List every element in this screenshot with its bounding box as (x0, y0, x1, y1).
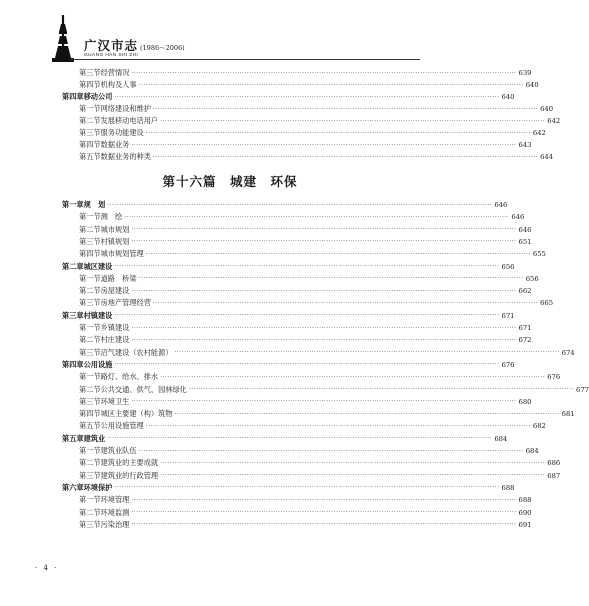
dot-leader: ································································································································································ (131, 509, 517, 516)
toc-entry-title: 公用设施管理 (100, 421, 144, 431)
toc-entry-label: 第一章 (62, 200, 84, 209)
toc-entry-title: 建筑业队伍 (100, 446, 137, 455)
toc-section-entry (79, 151, 554, 163)
toc-section-entry (79, 79, 539, 91)
toc-chapter-entry (62, 482, 515, 494)
book-years: (1986～2006) (140, 44, 185, 52)
toc-entry-label: 第一节 (79, 104, 101, 113)
toc-entry-title: 城区建设 (83, 261, 113, 271)
toc-section-entry (79, 224, 532, 236)
dot-leader: ································································································································································ (131, 226, 517, 234)
toc-entry-label: 第三节 (79, 519, 101, 529)
toc-entry-label: 第四节 (79, 140, 101, 149)
dot-leader: ································································································································································ (145, 422, 531, 430)
toc-section-entry (79, 127, 546, 139)
toc-entry-label: 第一节 (79, 273, 101, 283)
toc-entry-page: 676 (547, 373, 561, 382)
toc-entry-label: 第五节 (79, 421, 101, 431)
toc-section-entry (79, 67, 532, 79)
toc-entry-label: 第三节 (79, 347, 101, 357)
toc-entry-title: 村庄建设 (100, 335, 130, 345)
dot-leader: ································································································································································ (152, 299, 539, 307)
part-title: 第十六篇 城建 环保 (162, 174, 298, 189)
toc-section-entry (79, 322, 532, 334)
toc-entry-label: 第一节 (79, 323, 101, 332)
toc-entry-label: 第二节 (79, 335, 101, 345)
toc-entry-page: 687 (547, 471, 561, 480)
dot-leader: ································································································································································ (131, 287, 517, 295)
toc-entry-label: 第一节 (79, 372, 101, 382)
toc-entry-page: 642 (532, 129, 546, 137)
toc-section-entry (79, 371, 561, 383)
toc-entry-title: 网络建设和维护 (100, 104, 151, 113)
toc-entry-title: 机构及人事 (100, 80, 137, 89)
toc-entry-title: 房屋建设 (100, 286, 130, 296)
toc-section-entry (79, 115, 561, 127)
toc-chapter-entry (62, 91, 515, 103)
toc-entry-label: 第六章 (62, 482, 84, 492)
toc-entry-page: 686 (547, 459, 561, 468)
toc-entry-title: 城市规划管理 (100, 249, 144, 259)
toc-section-entry (79, 211, 525, 223)
dot-leader: ································································································································································ (145, 250, 531, 258)
toc-entry-title: 经营情况 (100, 68, 130, 77)
toc-entry-label: 第四章 (62, 359, 84, 369)
toc-entry-label: 第二节 (79, 116, 101, 125)
toc-entry-page: 691 (518, 520, 532, 529)
dot-leader: ································································································································································ (174, 349, 560, 357)
toc-entry-page: 655 (532, 250, 546, 259)
toc-section-entry (79, 285, 532, 297)
toc-entry-label: 第四节 (79, 80, 101, 89)
dot-leader: ································································································································································ (160, 472, 546, 480)
toc-section-entry (79, 103, 554, 115)
toc-entry-title: 道路 桥梁 (100, 273, 137, 283)
toc-entry-title: 路灯、给水、排水 (100, 372, 159, 382)
toc-section-entry (79, 297, 554, 309)
toc-entry-page: 639 (518, 69, 532, 77)
toc-entry-title: 环境卫生 (100, 396, 130, 406)
toc-entry-title: 乡镇建设 (100, 323, 130, 332)
toc-entry-page: 672 (518, 336, 532, 345)
toc-entry-label: 第二节 (79, 458, 101, 468)
toc-entry-title: 数据业务 (100, 140, 130, 149)
dot-leader: ································································································································································ (160, 373, 546, 381)
toc-entry-page: 656 (525, 274, 539, 283)
dot-leader: ································································································································································ (152, 105, 539, 113)
toc-entry-page: 642 (547, 117, 561, 125)
toc-section-entry (79, 519, 532, 531)
toc-section-entry (79, 507, 532, 519)
toc-entry-label: 第四章 (62, 92, 84, 101)
dot-leader: ································································································································································ (174, 410, 560, 418)
toc-entry-page: 680 (518, 397, 532, 406)
toc-entry-page: 640 (501, 93, 515, 101)
toc-entry-label: 第四节 (79, 249, 101, 259)
toc-entry-page: 684 (494, 434, 508, 443)
toc-section-entry (79, 273, 539, 285)
toc-section-entry (79, 420, 546, 432)
toc-entry-label: 第三节 (79, 236, 101, 246)
toc-entry-page: 644 (540, 153, 554, 161)
toc-entry-page: 640 (525, 81, 539, 89)
dot-leader: ································································································································································ (107, 435, 493, 443)
dot-leader: ································································································································································ (114, 361, 500, 369)
toc-entry-page: 688 (501, 483, 515, 492)
toc-entry-page: 646 (518, 225, 532, 234)
dot-leader: ································································································································································ (160, 459, 546, 467)
dot-leader: ································································································································································ (131, 141, 517, 149)
toc-entry-label: 第二节 (79, 507, 101, 517)
toc-entry-page: 640 (540, 105, 554, 113)
toc-chapter-entry (62, 433, 508, 445)
dot-leader: ································································································································································ (131, 521, 517, 529)
toc-entry-label: 第三节 (79, 68, 101, 77)
toc-entry-title: 发展移动电话用户 (100, 116, 159, 125)
toc-entry-page: 643 (518, 141, 532, 149)
dot-leader: ································································································································································ (131, 336, 517, 344)
toc-entry-page: 656 (501, 262, 515, 271)
toc-section-entry (79, 457, 561, 469)
toc-section-entry (79, 396, 532, 408)
toc-entry-label: 第三章 (62, 310, 84, 320)
toc-chapter-entry (62, 359, 515, 371)
toc-chapter-entry (62, 310, 515, 322)
dot-leader: ································································································································································ (131, 324, 517, 332)
toc-entry-title: 数据业务的种类 (100, 152, 151, 161)
toc-section-entry (79, 139, 532, 151)
toc-section-entry (79, 408, 575, 420)
toc-entry-label: 第一节 (79, 212, 101, 222)
dot-leader: ································································································································································ (138, 275, 524, 283)
toc-section-entry (79, 334, 532, 346)
toc-section-entry (79, 384, 589, 396)
toc-entry-page: 674 (561, 348, 575, 357)
toc-entry-label: 第三节 (79, 396, 101, 406)
toc-section-entry (79, 470, 561, 482)
toc-entry-title: 建筑业 (83, 433, 106, 443)
toc-entry-title: 规 划 (83, 200, 106, 209)
toc-entry-label: 第三节 (79, 470, 101, 480)
toc-entry-title: 建筑业的主要成就 (100, 458, 159, 468)
toc-entry-page: 646 (511, 213, 525, 222)
dot-leader: ································································································································································ (138, 81, 524, 89)
toc-section-entry (79, 248, 546, 260)
toc-entry-page: 677 (576, 385, 589, 394)
toc-entry-label: 第二节 (79, 224, 101, 234)
dot-leader: ································································································································································ (131, 69, 517, 77)
toc-entry-title: 房地产管理经营 (100, 298, 151, 308)
toc-entry-label: 第四节 (79, 409, 101, 419)
toc-entry-title: 公用设施 (83, 359, 113, 369)
dot-leader: ································································································································································ (114, 93, 500, 101)
toc-entry-title: 测 绘 (100, 212, 123, 222)
toc-chapter-entry (62, 261, 515, 273)
toc-entry-title: 服务功能建设 (100, 128, 144, 137)
toc-entry-page: 690 (518, 508, 532, 517)
toc-entry-label: 第二节 (79, 384, 101, 394)
dot-leader: ································································································································································ (145, 129, 531, 137)
toc-entry-title: 城市规划 (100, 224, 130, 234)
toc-entry-label: 第五节 (79, 152, 101, 161)
toc-entry-title: 沼气建设（农村能源） (100, 347, 173, 357)
toc-entry-title: 城区主要建（构）筑物 (100, 409, 173, 419)
toc-entry-label: 第二节 (79, 286, 101, 296)
page-number: · 4 · (35, 564, 59, 572)
toc-entry-label: 第三节 (79, 298, 101, 308)
dot-leader: ································································································································································ (114, 484, 500, 492)
toc-entry-label: 第五章 (62, 433, 84, 443)
dot-leader: ································································································································································ (138, 447, 524, 455)
toc-entry-title: 环境监测 (100, 507, 130, 517)
toc-entry-title: 村镇规划 (100, 236, 130, 246)
toc-entry-title: 村镇建设 (83, 310, 113, 320)
dot-leader: ································································································································································ (107, 201, 493, 209)
dot-leader: ································································································································································ (160, 117, 546, 125)
toc-entry-title: 公共交通、供气、园林绿化 (100, 384, 187, 394)
toc-section-entry (79, 445, 539, 457)
toc-entry-page: 681 (561, 410, 575, 419)
toc-section-entry (79, 236, 532, 248)
toc-entry-page: 671 (501, 311, 515, 320)
toc-entry-title: 污染治理 (100, 519, 130, 529)
toc-entry-page: 651 (518, 237, 532, 246)
toc-entry-label: 第一节 (79, 446, 101, 455)
toc-entry-title: 环境管理 (100, 495, 130, 505)
book-title-pinyin: GUANG HAN SHI ZHI (84, 53, 139, 58)
dot-leader: ································································································································································ (114, 263, 500, 270)
toc-entry-page: 662 (518, 287, 532, 296)
toc-entry-page: 676 (501, 360, 515, 369)
dot-leader: ································································································································································ (114, 312, 500, 320)
dot-leader: ································································································································································ (124, 213, 510, 221)
toc-entry-title: 移动公司 (83, 92, 113, 101)
toc-entry-page: 684 (525, 447, 539, 455)
toc-entry-page: 682 (532, 422, 546, 431)
dot-leader: ································································································································································ (152, 153, 539, 161)
dot-leader: ································································································································································ (131, 398, 517, 406)
toc-entry-label: 第二章 (62, 261, 84, 271)
toc-entry-page: 671 (518, 324, 532, 332)
toc-section-entry (79, 347, 575, 359)
toc-entry-label: 第一节 (79, 495, 101, 505)
toc-entry-title: 环境保护 (83, 482, 113, 492)
dot-leader: ································································································································································ (131, 238, 517, 246)
dot-leader: ································································································································································ (188, 386, 574, 393)
dot-leader: ································································································································································ (131, 496, 517, 504)
toc-entry-label: 第三节 (79, 128, 101, 137)
toc-chapter-entry (62, 199, 508, 211)
toc-entry-page: 665 (540, 299, 554, 308)
toc-entry-page: 688 (518, 496, 532, 505)
toc-entry-page: 646 (494, 201, 508, 209)
toc-entry-title: 建筑业的行政管理 (100, 470, 159, 480)
book-title-text: 广汉市志 (84, 38, 139, 53)
toc-section-entry (79, 494, 532, 506)
